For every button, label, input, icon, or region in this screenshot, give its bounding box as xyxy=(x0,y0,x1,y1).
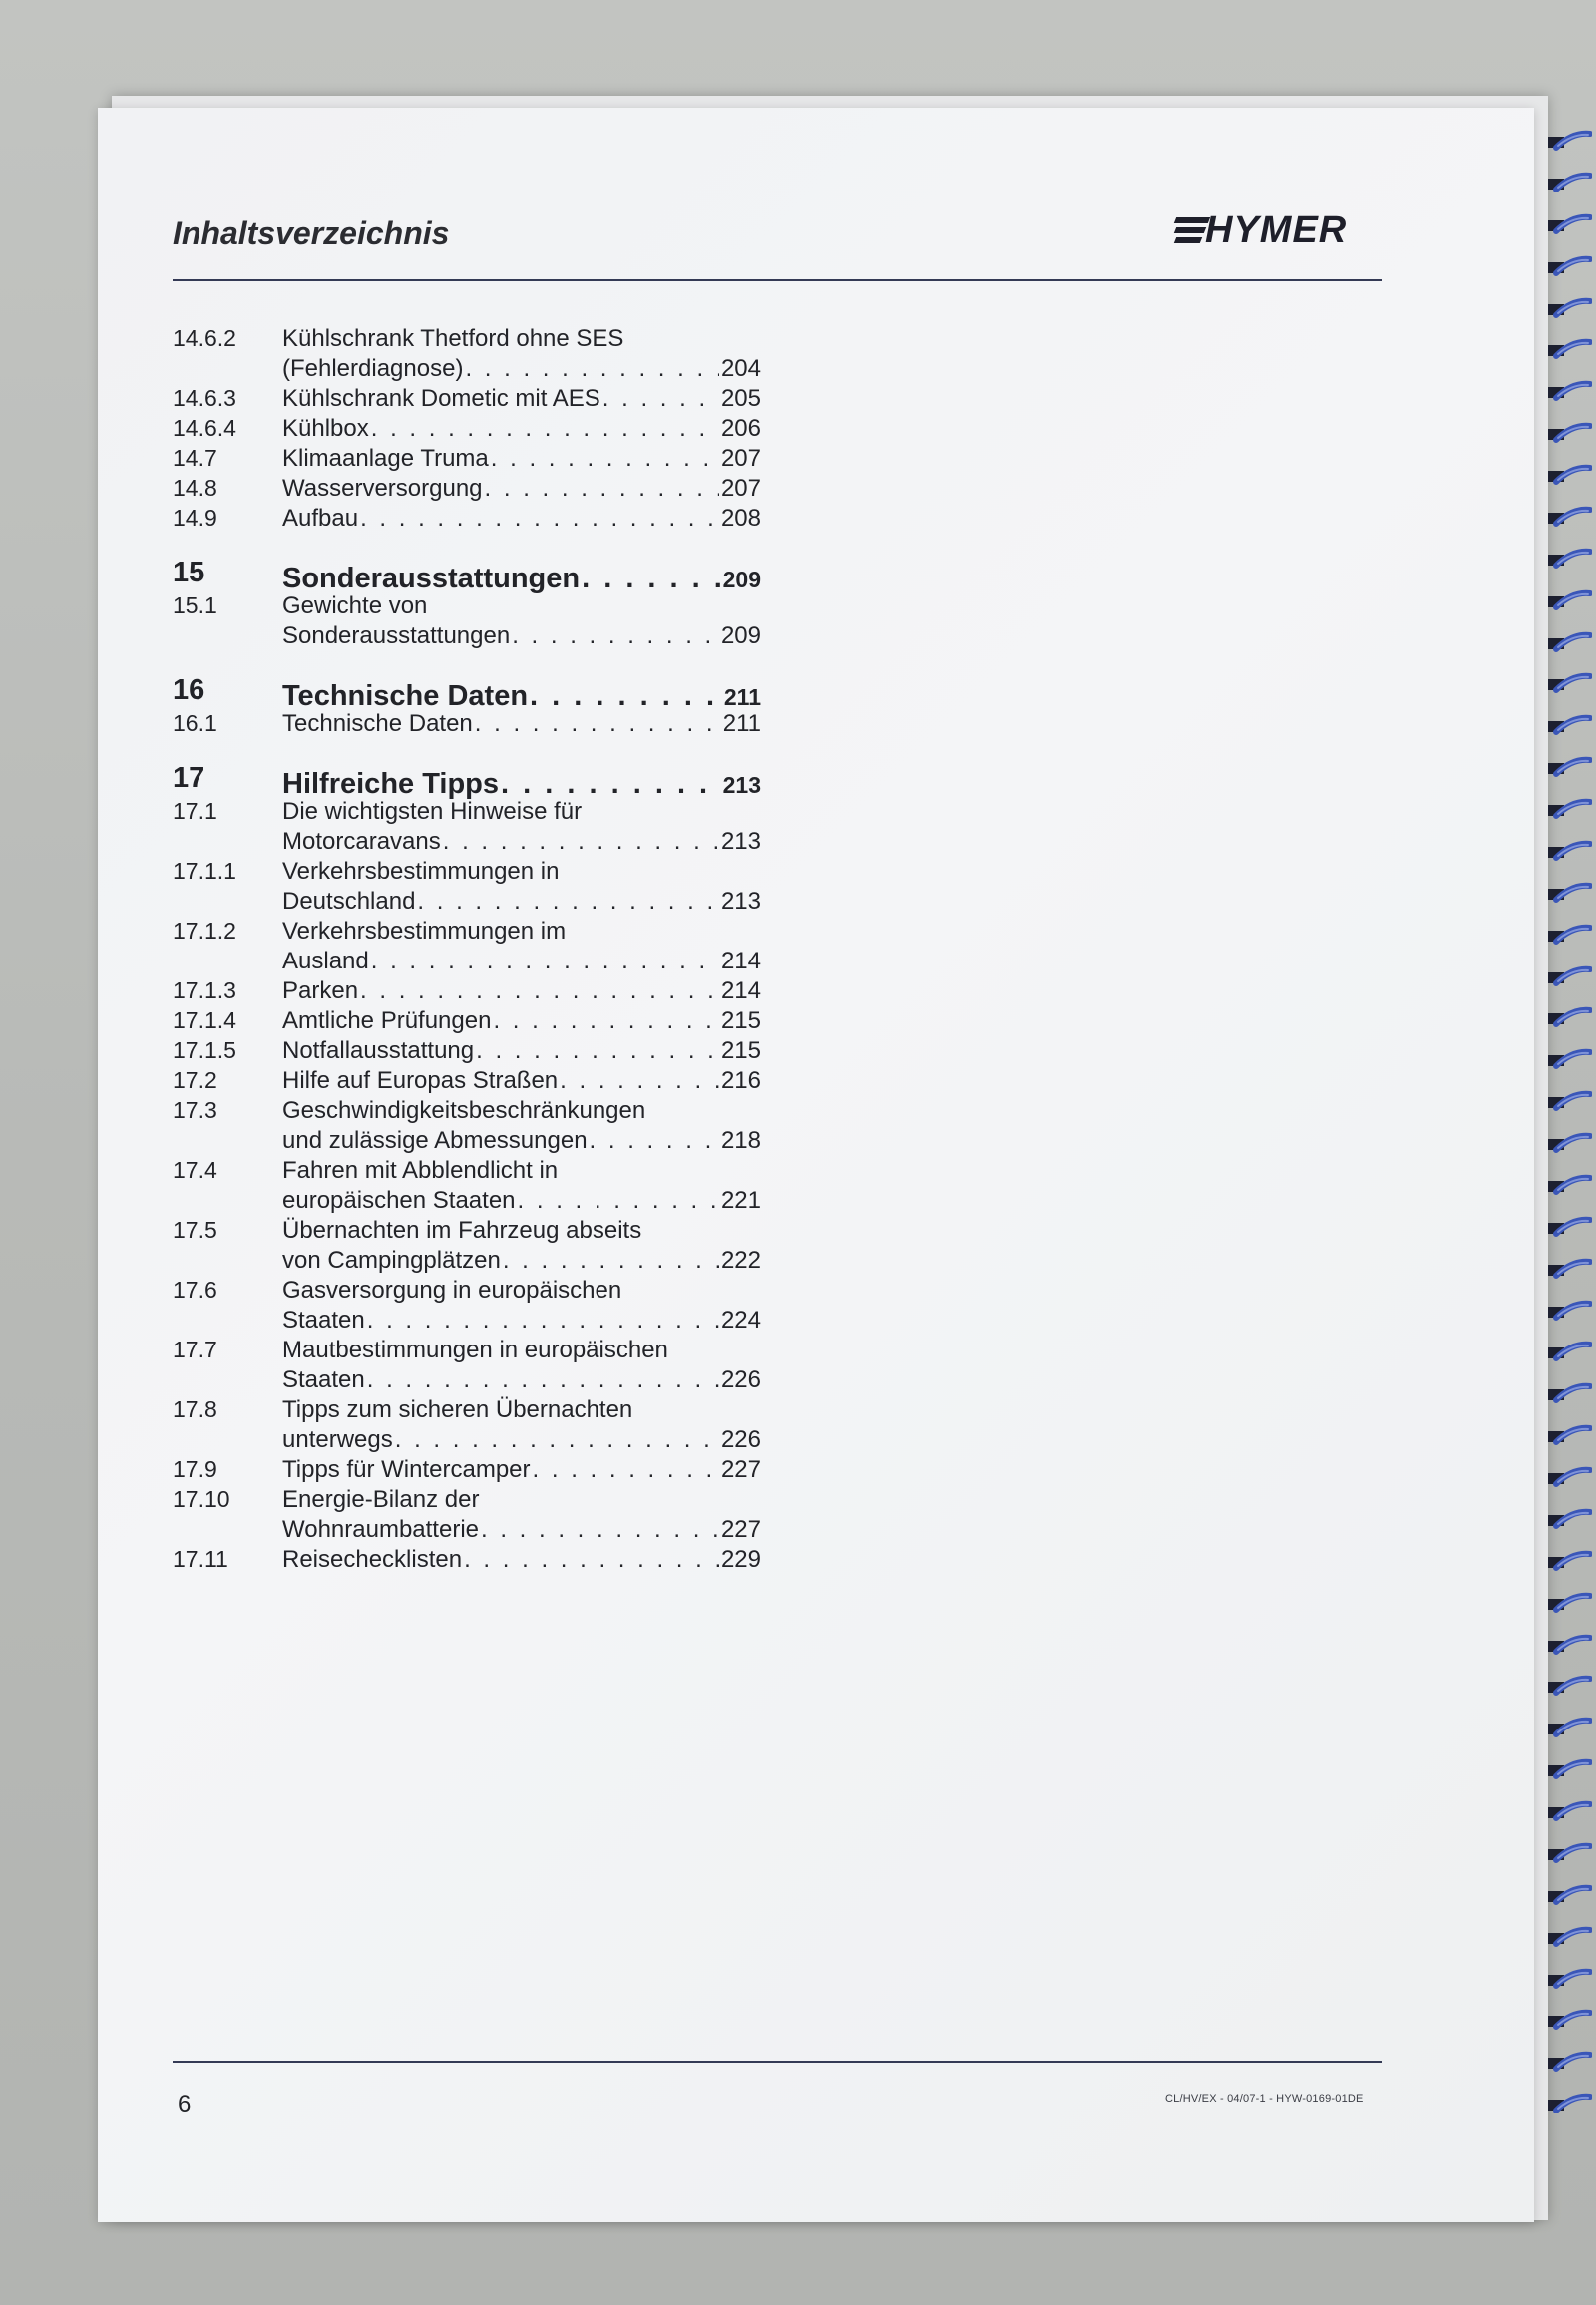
spiral-coil xyxy=(1546,1382,1592,1406)
toc-leader-dots xyxy=(443,828,719,856)
toc-title-line: Fahren mit Abblendlicht in xyxy=(282,1157,559,1184)
toc-number: 17.2 xyxy=(173,1067,217,1093)
toc-title-line: Gasversorgung in europäischen xyxy=(282,1277,622,1304)
toc-title-line: Gewichte von xyxy=(282,592,428,619)
toc-page-number: 215 xyxy=(720,1037,761,1064)
toc-title-line xyxy=(282,1247,761,1275)
toc-page-number: 226 xyxy=(720,1426,761,1453)
spiral-coil xyxy=(1546,840,1592,864)
spiral-coil xyxy=(1546,672,1592,696)
toc-title-line xyxy=(282,475,761,503)
toc-title-line xyxy=(282,415,761,443)
toc-title-line xyxy=(282,888,761,916)
toc-page-number: 214 xyxy=(720,977,761,1004)
toc-leader-dots xyxy=(560,1067,719,1095)
spiral-coil xyxy=(1546,1216,1592,1240)
toc-title-line xyxy=(282,445,761,473)
toc-page-number: 214 xyxy=(720,948,761,974)
brand-logo xyxy=(1175,211,1385,251)
toc-number: 14.6.3 xyxy=(173,385,236,411)
spiral-coil xyxy=(1546,1592,1592,1616)
spiral-coil xyxy=(1546,548,1592,572)
toc-title-line xyxy=(282,385,761,413)
toc-page-number: 204 xyxy=(720,355,761,382)
toc-leader-dots xyxy=(503,1247,719,1275)
toc-title-line xyxy=(282,1007,761,1035)
toc-title-line xyxy=(282,710,761,738)
toc-leader-dots xyxy=(371,948,719,975)
spiral-coil xyxy=(1546,172,1592,195)
page-title: Inhaltsverzeichnis xyxy=(173,215,450,251)
toc-title: unterwegs xyxy=(282,1426,393,1453)
spiral-coil xyxy=(1546,380,1592,404)
toc-title-line xyxy=(282,1516,761,1544)
toc-number: 17.5 xyxy=(173,1217,217,1243)
toc-title: Amtliche Prüfungen xyxy=(282,1007,492,1034)
toc-page-number: 209 xyxy=(720,622,761,649)
toc-title-line xyxy=(282,948,761,975)
toc-number: 17.8 xyxy=(173,1396,217,1422)
document-code: CL/HV/EX - 04/07-1 - HYW-0169-01DE xyxy=(1165,2093,1364,2105)
spiral-coil xyxy=(1546,506,1592,530)
toc-page-number: 213 xyxy=(720,888,761,915)
spiral-coil xyxy=(1546,297,1592,321)
toc-leader-dots xyxy=(493,1007,719,1035)
spiral-coil xyxy=(1546,589,1592,613)
toc-title: Ausland xyxy=(282,948,369,974)
toc-title: und zulässige Abmessungen xyxy=(282,1127,588,1154)
toc-page-number: 205 xyxy=(720,385,761,412)
toc-leader-dots xyxy=(464,1546,719,1574)
toc-title: (Fehlerdiagnose) xyxy=(282,355,464,382)
toc-page-number: 206 xyxy=(720,415,761,442)
toc-title: Parken xyxy=(282,977,359,1004)
toc-title: Wasserversorgung xyxy=(282,475,483,502)
toc-title-line: Geschwindigkeitsbeschränkungen xyxy=(282,1097,646,1124)
toc-leader-dots xyxy=(367,1366,719,1394)
spiral-coil xyxy=(1546,1758,1592,1782)
toc-number: 17.6 xyxy=(173,1277,217,1303)
toc-number: 17.3 xyxy=(173,1097,217,1123)
toc-title-line xyxy=(282,563,761,595)
toc-leader-dots xyxy=(590,1127,719,1155)
toc-leader-dots xyxy=(582,563,721,595)
toc-page-number: 221 xyxy=(720,1187,761,1214)
spiral-coil xyxy=(1546,1341,1592,1364)
toc-title: Staaten xyxy=(282,1307,365,1334)
toc-title-line xyxy=(282,680,761,713)
toc-number: 17.7 xyxy=(173,1337,217,1362)
toc-number: 17.1.3 xyxy=(173,977,236,1003)
toc-number: 17.10 xyxy=(173,1486,230,1512)
toc-page-number: 229 xyxy=(720,1546,761,1573)
toc-number: 16 xyxy=(173,674,205,706)
toc-page-number: 207 xyxy=(720,445,761,472)
toc-title: europäischen Staaten xyxy=(282,1187,516,1214)
spiral-coil xyxy=(1546,2093,1592,2116)
toc-page-number: 226 xyxy=(720,1366,761,1393)
page-number: 6 xyxy=(178,2091,192,2117)
spiral-binding xyxy=(1546,130,1596,2144)
spiral-coil xyxy=(1546,882,1592,906)
toc-title-line: Tipps zum sicheren Übernachten xyxy=(282,1396,633,1423)
toc-title: Technische Daten xyxy=(282,680,529,712)
footer-rule xyxy=(173,2061,1382,2063)
toc-number: 15.1 xyxy=(173,592,217,618)
toc-page-number: 224 xyxy=(720,1307,761,1334)
toc-number: 14.6.2 xyxy=(173,325,236,351)
toc-page-number: 215 xyxy=(720,1007,761,1034)
toc-page-number: 209 xyxy=(722,567,761,592)
toc-page-number: 208 xyxy=(720,505,761,532)
toc-title: Wohnraumbatterie xyxy=(282,1516,479,1543)
toc-title: Kühlbox xyxy=(282,415,369,442)
toc-title-line xyxy=(282,1456,761,1484)
toc-number: 17.1.1 xyxy=(173,858,236,884)
toc-title-line: Mautbestimmungen in europäischen xyxy=(282,1337,668,1363)
toc-title-line: Die wichtigsten Hinweise für xyxy=(282,798,583,825)
spiral-coil xyxy=(1546,255,1592,279)
toc-leader-dots xyxy=(360,505,719,533)
toc-number: 17.9 xyxy=(173,1456,217,1482)
toc-title-line xyxy=(282,505,761,533)
spiral-coil xyxy=(1546,2009,1592,2033)
toc-number: 17.11 xyxy=(173,1546,228,1572)
manual-page xyxy=(98,108,1534,2222)
toc-title: Klimaanlage Truma xyxy=(282,445,489,472)
toc-title: Motorcaravans xyxy=(282,828,441,855)
toc-title-line: Kühlschrank Thetford ohne SES xyxy=(282,325,624,352)
toc-title: Sonderausstattungen xyxy=(282,563,581,594)
toc-number: 17.1.5 xyxy=(173,1037,236,1063)
spiral-coil xyxy=(1546,338,1592,362)
toc-number: 16.1 xyxy=(173,710,217,736)
toc-title-line xyxy=(282,1426,761,1454)
toc-page-number: 227 xyxy=(720,1516,761,1543)
toc-number: 14.8 xyxy=(173,475,217,501)
toc-title: Sonderausstattungen xyxy=(282,622,511,649)
toc-title-line xyxy=(282,1187,761,1215)
toc-title: Deutschland xyxy=(282,888,416,915)
spiral-coil xyxy=(1546,1466,1592,1490)
spiral-coil xyxy=(1546,924,1592,948)
spiral-coil xyxy=(1546,1258,1592,1282)
spiral-coil xyxy=(1546,1842,1592,1866)
spiral-coil xyxy=(1546,1926,1592,1950)
toc-title-line xyxy=(282,977,761,1005)
spiral-coil xyxy=(1546,213,1592,237)
toc-title: Technische Daten xyxy=(282,710,473,737)
toc-leader-dots xyxy=(481,1516,719,1544)
toc-number: 14.7 xyxy=(173,445,217,471)
spiral-coil xyxy=(1546,1717,1592,1740)
toc-title: Tipps für Wintercamper xyxy=(282,1456,531,1483)
spiral-coil xyxy=(1546,130,1592,154)
toc-leader-dots xyxy=(465,355,719,383)
toc-title-line: Energie-Bilanz der xyxy=(282,1486,480,1513)
spiral-coil xyxy=(1546,1090,1592,1114)
spiral-coil xyxy=(1546,798,1592,822)
toc-page-number: 213 xyxy=(722,772,761,798)
toc-title: Notfallausstattung xyxy=(282,1037,475,1064)
toc-title: Kühlschrank Dometic mit AES xyxy=(282,385,600,412)
toc-page-number: 211 xyxy=(723,684,761,710)
toc-leader-dots xyxy=(530,680,722,713)
toc-title: von Campingplätzen xyxy=(282,1247,501,1274)
toc-title: Hilfreiche Tipps xyxy=(282,768,500,800)
toc-leader-dots xyxy=(501,768,721,801)
toc-page-number: 227 xyxy=(720,1456,761,1483)
spiral-coil xyxy=(1546,1424,1592,1448)
spiral-coil xyxy=(1546,1132,1592,1156)
spiral-coil xyxy=(1546,2051,1592,2075)
toc-title-line xyxy=(282,355,761,383)
toc-number: 17.4 xyxy=(173,1157,217,1183)
spiral-coil xyxy=(1546,422,1592,446)
toc-leader-dots xyxy=(533,1456,719,1484)
toc-title-line: Verkehrsbestimmungen im xyxy=(282,918,567,945)
toc-title: Aufbau xyxy=(282,505,359,532)
spiral-coil xyxy=(1546,631,1592,655)
brand-name: HYMER xyxy=(1205,209,1348,251)
toc-number: 14.9 xyxy=(173,505,217,531)
toc-leader-dots xyxy=(476,1037,719,1065)
toc-title-line xyxy=(282,1307,761,1335)
toc-leader-dots xyxy=(518,1187,719,1215)
spiral-coil xyxy=(1546,1884,1592,1908)
toc-page-number: 211 xyxy=(722,710,761,737)
spiral-coil xyxy=(1546,1048,1592,1072)
toc-page-number: 222 xyxy=(720,1247,761,1274)
spiral-coil xyxy=(1546,714,1592,738)
toc-leader-dots xyxy=(485,475,719,503)
toc-leader-dots xyxy=(491,445,719,473)
spiral-coil xyxy=(1546,1174,1592,1198)
toc-title-line xyxy=(282,768,761,801)
toc-title-line xyxy=(282,828,761,856)
spiral-coil xyxy=(1546,1550,1592,1574)
header-rule xyxy=(173,279,1382,281)
toc-title-line: Übernachten im Fahrzeug abseits xyxy=(282,1217,642,1244)
toc-number: 14.6.4 xyxy=(173,415,236,441)
spiral-coil xyxy=(1546,756,1592,780)
toc-page-number: 218 xyxy=(720,1127,761,1154)
toc-number: 17 xyxy=(173,762,205,794)
toc-title-line xyxy=(282,1546,761,1574)
toc-title-line: Verkehrsbestimmungen in xyxy=(282,858,560,885)
spiral-coil xyxy=(1546,1006,1592,1030)
toc-number: 15 xyxy=(173,557,205,588)
toc-title: Reisechecklisten xyxy=(282,1546,463,1573)
toc-page-number: 213 xyxy=(720,828,761,855)
spiral-coil xyxy=(1546,1968,1592,1992)
toc-title: Hilfe auf Europas Straßen xyxy=(282,1067,559,1094)
toc-page-number: 216 xyxy=(720,1067,761,1094)
spiral-coil xyxy=(1546,1800,1592,1824)
toc-leader-dots xyxy=(367,1307,719,1335)
toc-title-line xyxy=(282,1067,761,1095)
spiral-coil xyxy=(1546,965,1592,989)
toc-leader-dots xyxy=(417,888,719,916)
toc-title-line xyxy=(282,1037,761,1065)
toc-number: 17.1.4 xyxy=(173,1007,236,1033)
spiral-coil xyxy=(1546,1634,1592,1658)
toc-leader-dots xyxy=(395,1426,719,1454)
toc-leader-dots xyxy=(371,415,719,443)
spiral-coil xyxy=(1546,1508,1592,1532)
spiral-coil xyxy=(1546,464,1592,488)
toc-title-line xyxy=(282,622,761,650)
toc-leader-dots xyxy=(602,385,719,413)
toc-title-line xyxy=(282,1366,761,1394)
toc-leader-dots xyxy=(360,977,719,1005)
toc-leader-dots xyxy=(512,622,719,650)
spiral-coil xyxy=(1546,1675,1592,1699)
toc-number: 17.1.2 xyxy=(173,918,236,944)
spiral-coil xyxy=(1546,1300,1592,1324)
toc-title: Staaten xyxy=(282,1366,365,1393)
toc-page-number: 207 xyxy=(720,475,761,502)
toc-title-line xyxy=(282,1127,761,1155)
toc-number: 17.1 xyxy=(173,798,217,824)
toc-leader-dots xyxy=(475,710,721,738)
